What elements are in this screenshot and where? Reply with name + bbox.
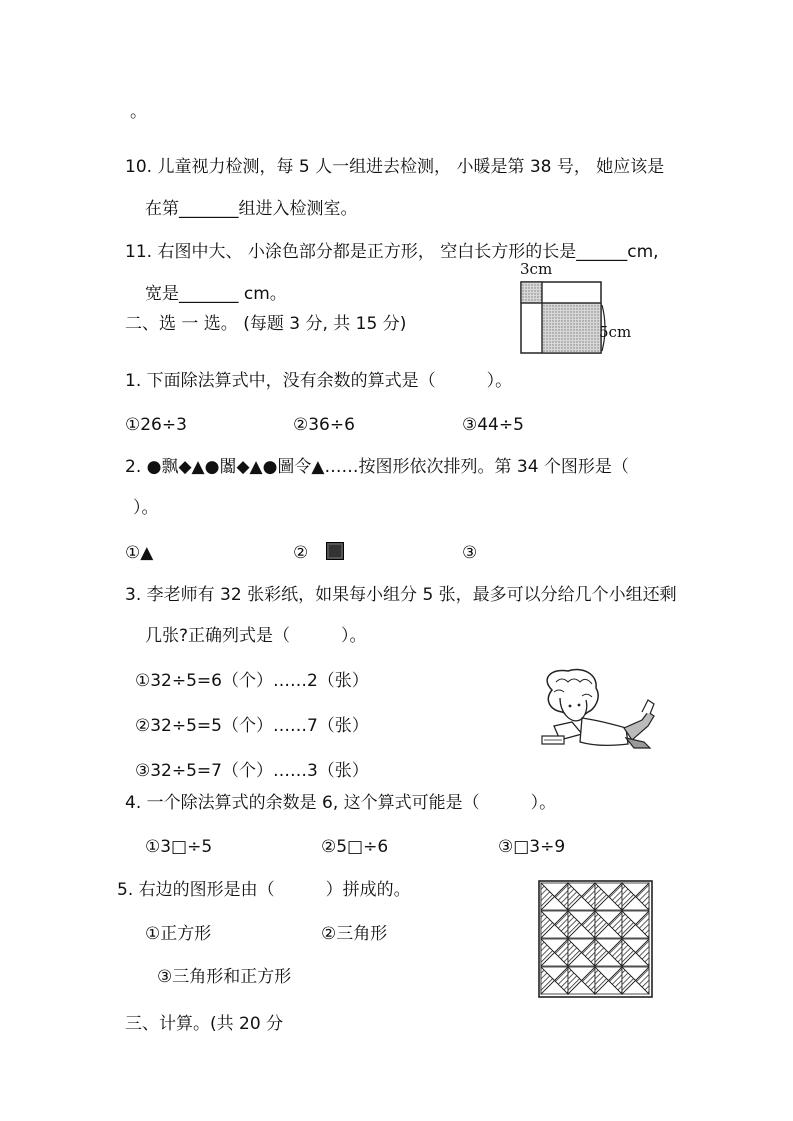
q11-line2: 宽是_______ cm。 [145, 284, 287, 304]
mc3-option-3: ③32÷5=7（个）……3（张） [135, 761, 369, 781]
mc2-option-2 [293, 542, 344, 564]
mc5-option-3: ③三角形和正方形 [157, 967, 292, 987]
mc5-option-2: ②三角形 [321, 924, 388, 944]
mc3-line2: 几张?正确列式是（ ）。 [145, 626, 367, 646]
mc1-stem: 1. 下面除法算式中，没有余数的算式是（ ）。 [125, 371, 513, 391]
dotted-square-icon [326, 542, 344, 560]
child-reading-illustration [530, 668, 660, 758]
mc1-option-3: ③44÷5 [462, 415, 524, 435]
mc3-option-2: ②32÷5=5（个）……7（张） [135, 716, 369, 736]
mc4-option-3: ③□3÷9 [498, 837, 566, 857]
mc4-option-2: ②5□÷6 [321, 837, 389, 857]
mc2-option-2-label: ② [293, 543, 309, 563]
mc2-option-1: ①▲ [125, 543, 154, 563]
mc3-option-1: ①32÷5=6（个）……2（张） [135, 671, 369, 691]
mc3-line1: 3. 李老师有 32 张彩纸，如果每小组分 5 张，最多可以分给几个小组还剩 [125, 585, 677, 605]
leading-period: 。 [130, 102, 147, 122]
q11-rectangle-figure [516, 260, 646, 358]
mc5-stem: 5. 右边的图形是由（ ）拼成的。 [117, 880, 411, 900]
mc4-option-1: ①3□÷5 [145, 837, 213, 857]
small-shaded-square [521, 282, 542, 303]
q10-line2: 在第_______组进入检测室。 [145, 199, 358, 219]
mc5-option-1: ①正方形 [145, 924, 212, 944]
mc2-stem [125, 456, 629, 478]
section3-heading: 三、计算。(共 20 分 [125, 1014, 284, 1034]
q11-line1: 11. 右图中大、 小涂色部分都是正方形， 空白长方形的长是______cm, [125, 242, 659, 262]
q11-label-3cm: 3cm [520, 260, 553, 278]
triangle-square-tiling-figure [538, 880, 653, 998]
mc2-stem-prefix: 2. [125, 457, 147, 477]
q11-label-5cm: 5cm [599, 323, 632, 341]
section2-heading: 二、选 一 选。 (每题 3 分, 共 15 分) [125, 314, 407, 334]
mc4-stem: 4. 一个除法算式的余数是 6, 这个算式可能是（ ）。 [125, 793, 557, 813]
q10-line1: 10. 儿童视力检测，每 5 人一组进去检测， 小暖是第 38 号， 她应该是 [125, 157, 665, 177]
large-shaded-square [542, 303, 601, 353]
mc2-option-3: ③ [462, 543, 478, 563]
mc2-stem-line2: ）。 [133, 498, 159, 518]
mc1-option-2: ②36÷6 [293, 415, 355, 435]
mc1-option-1: ①26÷3 [125, 415, 187, 435]
mc2-shape-sequence: ●飘◆▲●闟◆▲●圖令▲……按图形依次排列。第 34 个图形是（ [146, 457, 629, 477]
